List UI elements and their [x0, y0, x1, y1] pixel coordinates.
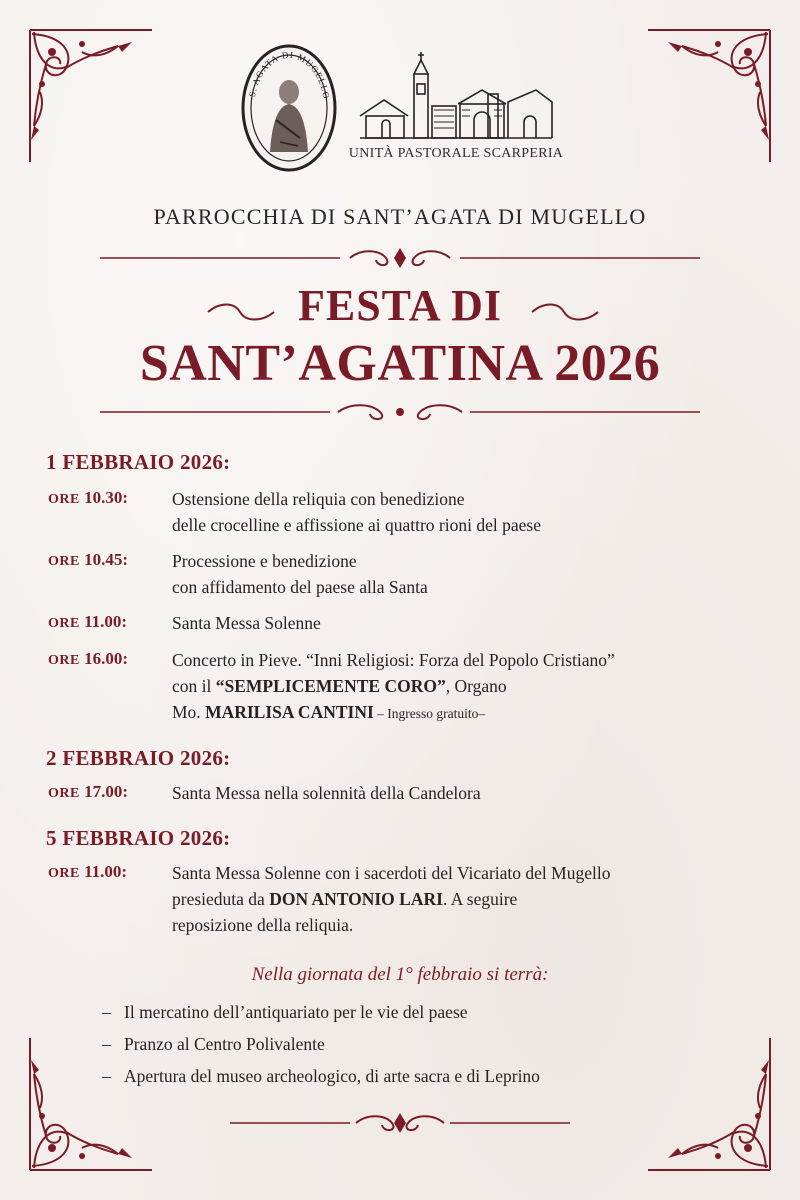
event-description: Santa Messa Solenne [172, 613, 321, 633]
event-time: ORE 10.45: [48, 550, 129, 569]
corner-ornament-top-right [638, 22, 778, 172]
seal-text: S. AGATA DI MUGELLO [246, 49, 332, 101]
parish-name: PARROCCHIA DI SANT’AGATA DI MUGELLO [153, 204, 647, 229]
parish-seal-logo [240, 42, 338, 174]
day-1-date: 1 FEBBRAIO 2026: [46, 450, 231, 474]
event-description: Concerto in Pieve. “Inni Religiosi: Forza del Popolo Cristiano” con il “SEMPLICEMENTE CORO”, Organo Mo. MARILISA CANTINI – Ingresso gratuito– [172, 650, 615, 722]
title-flourish-right [530, 302, 600, 322]
side-events-heading: Nella giornata del 1° febbraio si terrà: [251, 964, 549, 985]
corner-ornament-bottom-right [638, 1028, 778, 1178]
title-divider-top [100, 246, 700, 270]
title-divider-bottom [100, 400, 700, 424]
list-item: – Il mercatino dell’antiquariato per le vie del paese [102, 1002, 468, 1022]
event-time: ORE 16.00: [48, 649, 129, 668]
event-time: ORE 17.00: [48, 782, 129, 801]
day-2-date: 2 FEBBRAIO 2026: [46, 746, 231, 770]
event-description: Santa Messa Solenne con i sacerdoti del Vicariato del Mugello presieduta da DON ANTONIO LARI. A seguire reposizione della reliquia. [172, 863, 611, 935]
event-time: ORE 11.00: [48, 862, 128, 881]
performer-name: MARILISA CANTINI [205, 702, 374, 722]
event-description: Ostensione della reliquia con benedizione delle crocelline e affissione ai quattro rioni del paese [172, 489, 541, 535]
list-item: – Apertura del museo archeologico, di arte sacra e di Leprino [102, 1066, 540, 1086]
event-time: ORE 11.00: [48, 612, 128, 631]
day-3-date: 5 FEBBRAIO 2026: [46, 826, 231, 850]
celebrant-name: DON ANTONIO LARI [269, 889, 443, 909]
corner-ornament-top-left [22, 22, 162, 172]
festival-title-line-1: FESTA DI [297, 281, 503, 330]
event-description: Santa Messa nella solennità della Candelora [172, 783, 481, 803]
bottom-ornament [230, 1110, 570, 1136]
list-item: – Pranzo al Centro Polivalente [102, 1034, 325, 1054]
festival-title-line-2: SANT’AGATINA 2026 [139, 335, 661, 392]
pastoral-unit-label: UNITÀ PASTORALE SCARPERIA [348, 146, 564, 161]
church-illustration [358, 50, 554, 142]
event-time: ORE 10.30: [48, 488, 129, 507]
event-description: Processione e benedizione con affidamento del paese alla Santa [172, 551, 428, 597]
